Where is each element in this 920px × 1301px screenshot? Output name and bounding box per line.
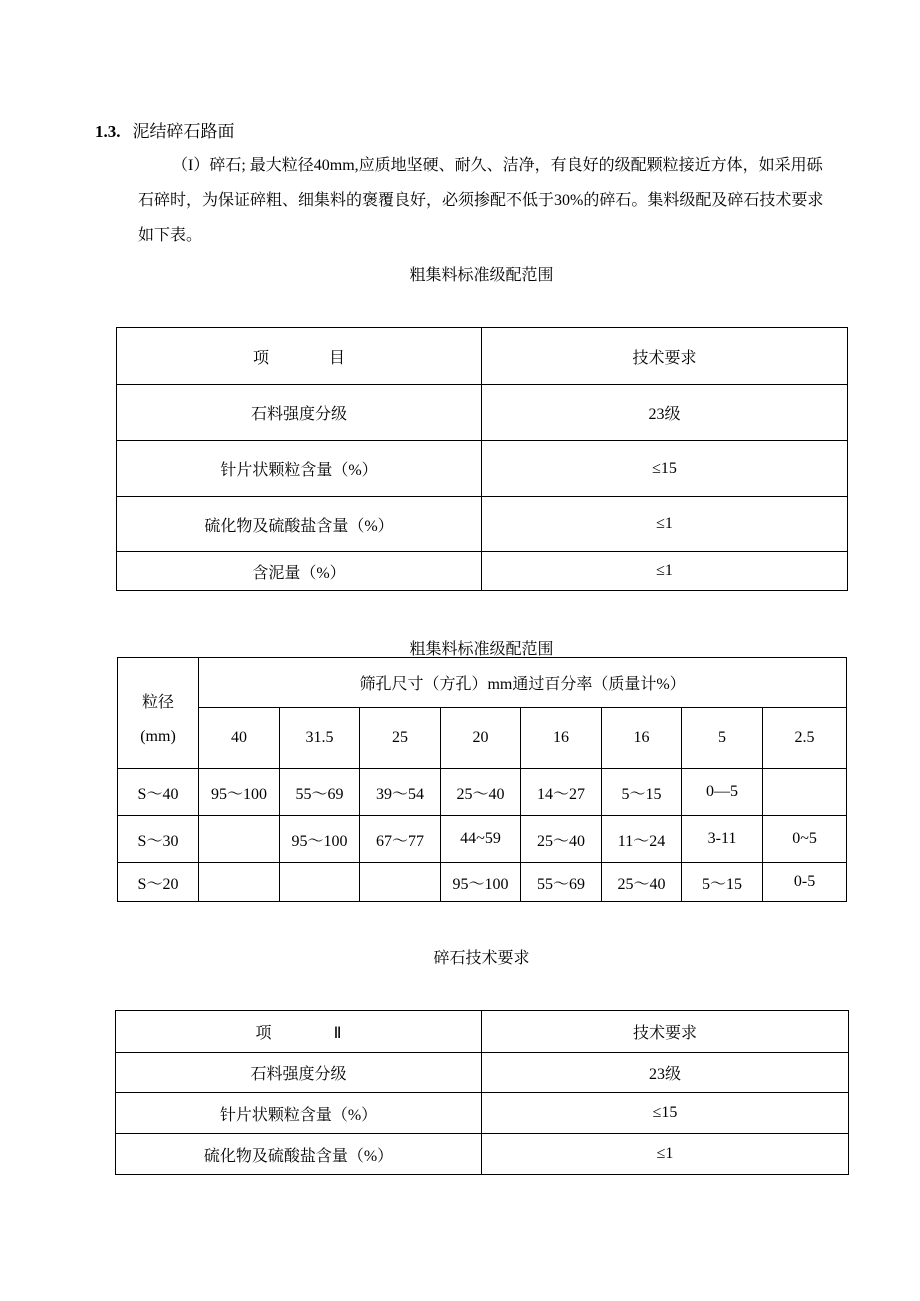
table-cell: 5～15 [682, 863, 763, 902]
gradation-corner-cell [118, 658, 199, 769]
row-item: 针片状颗粒含量（%） [117, 441, 482, 497]
sieve-size-cell: 5 [682, 708, 763, 769]
row-label: S～40 [118, 769, 199, 816]
row-item: 针片状颗粒含量（%） [116, 1093, 482, 1134]
row-item: 硫化物及硫酸盐含量（%） [116, 1134, 482, 1175]
table-header-row [116, 1011, 849, 1053]
row-item: 石料强度分级 [116, 1053, 482, 1093]
table-row [117, 497, 848, 552]
header-item-cell [117, 328, 482, 385]
table-cell [199, 816, 280, 863]
table-cell: 0—5 [682, 769, 763, 816]
table1-caption: 粗集料标准级配范围 [409, 267, 554, 284]
row-value: ≤1 [482, 497, 848, 552]
header-item-b: Ⅱ [333, 1025, 342, 1042]
table-cell [763, 769, 847, 816]
row-label: S～20 [118, 863, 199, 902]
table-cell: 44~59 [441, 816, 521, 863]
intro-paragraph [138, 148, 872, 253]
sieve-size-cell: 25 [360, 708, 441, 769]
sieve-size-cell: 40 [199, 708, 280, 769]
table2-caption: 粗集料标准级配范围 [409, 641, 554, 658]
table-row [117, 441, 848, 497]
paragraph-line-3: 如下表。 [138, 227, 203, 244]
row-item: 含泥量（%） [117, 552, 482, 591]
header-item-a: 项 [252, 349, 269, 367]
table-cell: 3-11 [682, 816, 763, 863]
table-header-row [117, 328, 848, 385]
table-cell: 14～27 [521, 769, 602, 816]
sieve-size-cell: 20 [441, 708, 521, 769]
table-cell: 67～77 [360, 816, 441, 863]
table-cell [280, 863, 360, 902]
row-item: 石料强度分级 [117, 385, 482, 441]
header-item-cell [116, 1011, 482, 1053]
table-cell: 55～69 [280, 769, 360, 816]
table-row [118, 769, 847, 816]
section-title: 泥结碎石路面 [132, 122, 235, 141]
sieve-size-row [118, 708, 847, 769]
header-item-b: 目 [329, 349, 346, 367]
table-cell [360, 863, 441, 902]
gradation-table [117, 657, 847, 902]
header-requirement-cell: 技术要求 [482, 1011, 849, 1053]
table-row [116, 1134, 849, 1175]
row-value: ≤1 [482, 1134, 849, 1175]
paragraph-line-2: 石碎时，为保证碎粗、细集料的褒覆良好，必须掺配不低于30%的碎石。集料级配及碎石技术要求 [138, 192, 824, 209]
section-heading [95, 117, 235, 142]
table3-caption: 碎石技术要求 [433, 950, 530, 967]
table-row [117, 385, 848, 441]
table-cell: 0~5 [763, 816, 847, 863]
table-cell [199, 863, 280, 902]
corner-label-line-1: 粒径 [141, 694, 174, 711]
row-item: 硫化物及硫酸盐含量（%） [117, 497, 482, 552]
section-number: 1.3. [95, 122, 121, 141]
table-row [116, 1093, 849, 1134]
row-label: S～30 [118, 816, 199, 863]
table-row [118, 863, 847, 902]
crushed-stone-requirements-table [115, 1010, 849, 1175]
table-row [118, 816, 847, 863]
sieve-group-header: 筛孔尺寸（方孔）mm通过百分率（质量计%） [199, 658, 847, 708]
sieve-size-cell: 2.5 [763, 708, 847, 769]
table-cell: 95～100 [199, 769, 280, 816]
header-requirement-cell: 技术要求 [482, 328, 848, 385]
table-cell: 5～15 [602, 769, 682, 816]
row-value: 23级 [482, 385, 848, 441]
table-cell: 55～69 [521, 863, 602, 902]
sieve-size-cell: 31.5 [280, 708, 360, 769]
row-value: ≤1 [482, 552, 848, 591]
gradation-group-header-row [118, 658, 847, 708]
table-cell: 39～54 [360, 769, 441, 816]
table-cell: 0-5 [763, 863, 847, 902]
header-item-a: 项 [255, 1025, 272, 1042]
table-row [117, 552, 848, 591]
table-cell: 95～100 [441, 863, 521, 902]
sieve-size-cell: 16 [521, 708, 602, 769]
aggregate-requirements-table [116, 327, 848, 591]
table-cell: 25～40 [521, 816, 602, 863]
table-cell: 25～40 [602, 863, 682, 902]
paragraph-line-1: （I）碎石; 最大粒径40mm,应质地坚硬、耐久、洁净，有良好的级配颗粒接近方体，如采用砾 [172, 157, 823, 174]
table-row [116, 1053, 849, 1093]
row-value: ≤15 [482, 1093, 849, 1134]
table-cell: 95～100 [280, 816, 360, 863]
sieve-size-cell: 16 [602, 708, 682, 769]
corner-label-line-2: (mm) [140, 728, 176, 745]
row-value: 23级 [482, 1053, 849, 1093]
row-value: ≤15 [482, 441, 848, 497]
table-cell: 11～24 [602, 816, 682, 863]
table-cell: 25～40 [441, 769, 521, 816]
